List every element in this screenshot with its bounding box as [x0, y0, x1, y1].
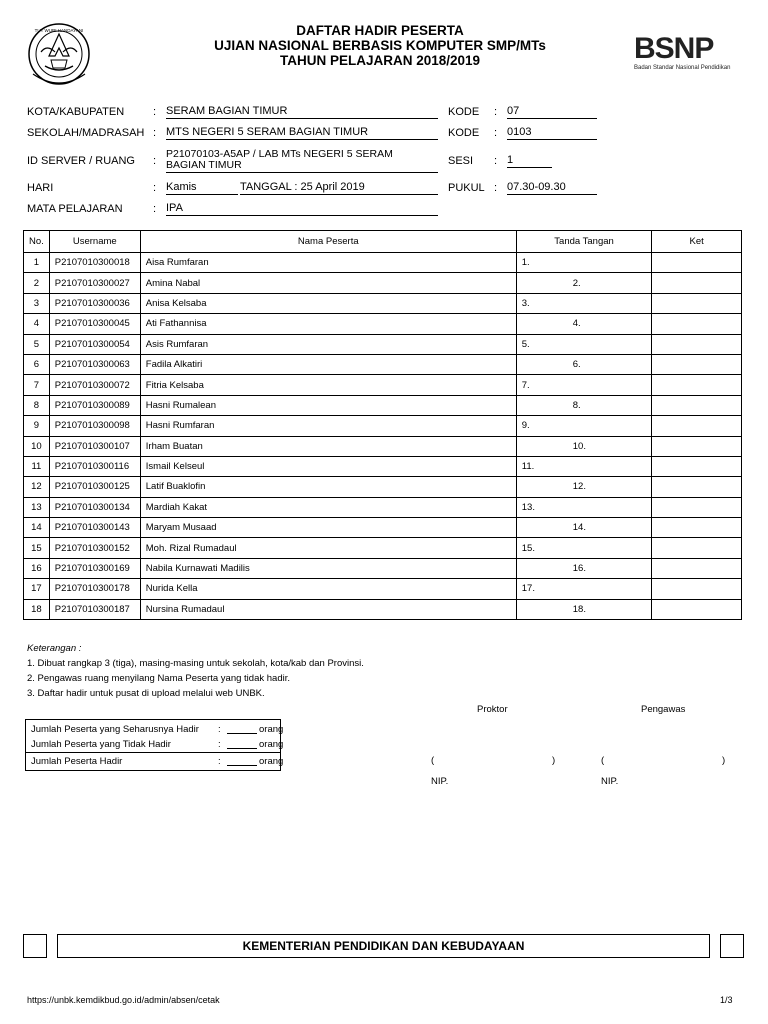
row-no: 6: [24, 354, 50, 374]
row-ket: [652, 599, 742, 619]
row-ket: [652, 477, 742, 497]
row-tanda-tangan: 13.: [516, 497, 652, 517]
row-nama-peserta: Amina Nabal: [140, 273, 516, 293]
summary-unit: orang: [259, 756, 284, 767]
row-ket: [652, 273, 742, 293]
row-tanda-tangan: 6.: [516, 354, 652, 374]
row-tanda-tangan: 14.: [516, 518, 652, 538]
summary-divider: [26, 752, 280, 753]
table-row: [24, 497, 742, 517]
colon: :: [218, 724, 221, 735]
header-nama-peserta: Nama Peserta: [140, 231, 516, 253]
row-tanda-tangan: 12.: [516, 477, 652, 497]
row-username: P2107010300143: [49, 518, 140, 538]
footer-left-box: [23, 934, 47, 958]
row-username: P2107010300107: [49, 436, 140, 456]
proktor-nip: NIP.: [431, 776, 449, 787]
row-nama-peserta: Asis Rumfaran: [140, 334, 516, 354]
row-username: P2107010300089: [49, 395, 140, 415]
server-label: ID SERVER / RUANG: [27, 155, 135, 167]
row-nama-peserta: Ati Fathannisa: [140, 314, 516, 334]
sekolah-value: MTS NEGERI 5 SERAM BAGIAN TIMUR: [166, 127, 438, 140]
row-username: P2107010300018: [49, 253, 140, 273]
header-tanda-tangan: Tanda Tangan: [516, 231, 652, 253]
row-nama-peserta: Nursina Rumadaul: [140, 599, 516, 619]
row-no: 10: [24, 436, 50, 456]
kode-value: 0103: [507, 127, 597, 140]
table-row: [24, 477, 742, 497]
row-tanda-tangan: 11.: [516, 456, 652, 476]
colon: :: [494, 127, 498, 139]
footer-right-box: [720, 934, 744, 958]
colon: :: [494, 182, 498, 194]
proktor-label: Proktor: [477, 704, 508, 715]
hari-label: HARI: [27, 182, 54, 194]
row-no: 14: [24, 518, 50, 538]
note-item: 1. Dibuat rangkap 3 (tiga), masing-masing untuk sekolah, kota/kab dan Provinsi.: [27, 658, 364, 669]
row-tanda-tangan: 5.: [516, 334, 652, 354]
header-username: Username: [49, 231, 140, 253]
row-no: 11: [24, 456, 50, 476]
hari-value: Kamis: [166, 182, 238, 195]
table-row: [24, 579, 742, 599]
table-row: [24, 416, 742, 436]
row-username: P2107010300063: [49, 354, 140, 374]
summary-unit: orang: [259, 739, 284, 750]
kota-value: SERAM BAGIAN TIMUR: [166, 106, 438, 119]
row-username: P2107010300169: [49, 558, 140, 578]
title-line-3: TAHUN PELAJARAN 2018/2019: [279, 53, 481, 68]
summary-label: Jumlah Peserta yang Seharusnya Hadir: [31, 724, 199, 735]
row-tanda-tangan: 10.: [516, 436, 652, 456]
row-no: 1: [24, 253, 50, 273]
row-ket: [652, 253, 742, 273]
row-nama-peserta: Maryam Musaad: [140, 518, 516, 538]
row-no: 13: [24, 497, 50, 517]
row-tanda-tangan: 15.: [516, 538, 652, 558]
table-row: [24, 456, 742, 476]
row-ket: [652, 456, 742, 476]
pukul-label: PUKUL: [448, 182, 485, 194]
row-tanda-tangan: 1.: [516, 253, 652, 273]
ministry-banner: KEMENTERIAN PENDIDIKAN DAN KEBUDAYAAN: [57, 934, 710, 958]
colon: :: [153, 203, 157, 215]
table-row: [24, 354, 742, 374]
row-username: P2107010300116: [49, 456, 140, 476]
row-username: P2107010300125: [49, 477, 140, 497]
row-no: 5: [24, 334, 50, 354]
table-row: [24, 558, 742, 578]
colon: :: [153, 127, 157, 139]
row-no: 16: [24, 558, 50, 578]
summary-blank: [227, 739, 257, 749]
row-nama-peserta: Moh. Rizal Rumadaul: [140, 538, 516, 558]
row-ket: [652, 538, 742, 558]
row-ket: [652, 334, 742, 354]
row-tanda-tangan: 3.: [516, 293, 652, 313]
summary-unit: orang: [259, 724, 284, 735]
row-ket: [652, 579, 742, 599]
row-tanda-tangan: 18.: [516, 599, 652, 619]
colon: :: [153, 106, 157, 118]
bsnp-logo-text: BSNP: [634, 32, 714, 65]
table-row: [24, 314, 742, 334]
summary-blank: [227, 756, 257, 766]
row-ket: [652, 558, 742, 578]
colon: :: [218, 756, 221, 767]
row-username: P2107010300178: [49, 579, 140, 599]
row-nama-peserta: Ismail Kelseul: [140, 456, 516, 476]
bsnp-logo-sub: Badan Standar Nasional Pendidikan: [634, 65, 731, 71]
row-tanda-tangan: 9.: [516, 416, 652, 436]
summary-box: [25, 719, 284, 771]
logo-left-text: TUT WURI HANDAYANI: [34, 28, 84, 33]
row-nama-peserta: Aisa Rumfaran: [140, 253, 516, 273]
colon: :: [494, 106, 498, 118]
row-nama-peserta: Fadila Alkatiri: [140, 354, 516, 374]
row-ket: [652, 436, 742, 456]
mapel-label: MATA PELAJARAN: [27, 203, 123, 215]
table-row: [24, 436, 742, 456]
attendance-table: [23, 230, 742, 620]
mapel-value: IPA: [166, 203, 438, 216]
pukul-value: 07.30-09.30: [507, 182, 597, 195]
table-row: [24, 253, 742, 273]
row-username: P2107010300098: [49, 416, 140, 436]
title-line-2: UJIAN NASIONAL BERBASIS KOMPUTER SMP/MTs: [214, 38, 546, 53]
row-no: 15: [24, 538, 50, 558]
row-tanda-tangan: 17.: [516, 579, 652, 599]
row-nama-peserta: Fitria Kelsaba: [140, 375, 516, 395]
proktor-paren-close: ): [552, 755, 556, 766]
server-value-line-1: P21070103-A5AP / LAB MTs NEGERI 5 SERAM: [166, 148, 393, 160]
row-nama-peserta: Irham Buatan: [140, 436, 516, 456]
pengawas-nip: NIP.: [601, 776, 619, 787]
pengawas-paren-close: ): [722, 755, 726, 766]
row-ket: [652, 395, 742, 415]
header-ket: Ket: [652, 231, 742, 253]
colon: :: [494, 155, 498, 167]
note-item: 2. Pengawas ruang menyilang Nama Peserta yang tidak hadir.: [27, 673, 290, 684]
footer-url: https://unbk.kemdikbud.go.id/admin/absen/cetak: [27, 995, 220, 1005]
table-row: [24, 334, 742, 354]
row-username: P2107010300152: [49, 538, 140, 558]
row-tanda-tangan: 4.: [516, 314, 652, 334]
colon: :: [153, 155, 157, 167]
title-line-1: DAFTAR HADIR PESERTA: [296, 23, 464, 38]
summary-label: Jumlah Peserta yang Tidak Hadir: [31, 739, 171, 750]
row-username: P2107010300045: [49, 314, 140, 334]
summary-row: [31, 739, 284, 750]
table-row: [24, 375, 742, 395]
header-no: No.: [24, 231, 50, 253]
page-number: 1/3: [720, 995, 733, 1005]
row-username: P2107010300054: [49, 334, 140, 354]
row-ket: [652, 416, 742, 436]
table-row: [24, 538, 742, 558]
kota-label: KOTA/KABUPATEN: [27, 106, 125, 118]
row-nama-peserta: Mardiah Kakat: [140, 497, 516, 517]
bsnp-logo: [634, 34, 744, 82]
colon: :: [218, 739, 221, 750]
row-no: 3: [24, 293, 50, 313]
summary-row: [31, 724, 284, 735]
sekolah-label: SEKOLAH/MADRASAH: [27, 127, 145, 139]
table-row: [24, 395, 742, 415]
row-nama-peserta: Latif Buaklofin: [140, 477, 516, 497]
tut-wuri-handayani-logo: [27, 22, 91, 90]
row-nama-peserta: Nurida Kella: [140, 579, 516, 599]
pengawas-paren-open: (: [601, 755, 605, 766]
row-ket: [652, 314, 742, 334]
table-row: [24, 293, 742, 313]
row-nama-peserta: Hasni Rumalean: [140, 395, 516, 415]
row-username: P2107010300072: [49, 375, 140, 395]
row-no: 9: [24, 416, 50, 436]
row-no: 17: [24, 579, 50, 599]
kode-value: 07: [507, 106, 597, 119]
table-row: [24, 518, 742, 538]
row-tanda-tangan: 8.: [516, 395, 652, 415]
row-ket: [652, 375, 742, 395]
row-username: P2107010300134: [49, 497, 140, 517]
kode-label: KODE: [448, 127, 480, 139]
row-username: P2107010300036: [49, 293, 140, 313]
row-username: P2107010300187: [49, 599, 140, 619]
colon: :: [153, 182, 157, 194]
row-username: P2107010300027: [49, 273, 140, 293]
summary-blank: [227, 724, 257, 734]
note-item: 3. Daftar hadir untuk pusat di upload melalui web UNBK.: [27, 688, 265, 699]
row-no: 2: [24, 273, 50, 293]
row-tanda-tangan: 7.: [516, 375, 652, 395]
row-no: 8: [24, 395, 50, 415]
notes-heading: Keterangan :: [27, 643, 82, 654]
summary-label: Jumlah Peserta Hadir: [31, 756, 123, 767]
row-nama-peserta: Nabila Kurnawati Madilis: [140, 558, 516, 578]
tanggal-value: TANGGAL : 25 April 2019: [240, 182, 438, 195]
row-ket: [652, 518, 742, 538]
table-row: [24, 599, 742, 619]
row-no: 12: [24, 477, 50, 497]
row-ket: [652, 293, 742, 313]
row-nama-peserta: Hasni Rumfaran: [140, 416, 516, 436]
row-no: 7: [24, 375, 50, 395]
row-ket: [652, 497, 742, 517]
row-no: 4: [24, 314, 50, 334]
row-ket: [652, 354, 742, 374]
server-value-line-2: BAGIAN TIMUR: [166, 160, 438, 173]
row-tanda-tangan: 16.: [516, 558, 652, 578]
table-header-row: [24, 231, 742, 253]
proktor-paren-open: (: [431, 755, 435, 766]
sesi-label: SESI: [448, 155, 474, 167]
kode-label: KODE: [448, 106, 480, 118]
row-no: 18: [24, 599, 50, 619]
row-tanda-tangan: 2.: [516, 273, 652, 293]
pengawas-label: Pengawas: [641, 704, 686, 715]
table-row: [24, 273, 742, 293]
row-nama-peserta: Anisa Kelsaba: [140, 293, 516, 313]
sesi-value: 1: [507, 155, 552, 168]
summary-row: [31, 756, 284, 767]
